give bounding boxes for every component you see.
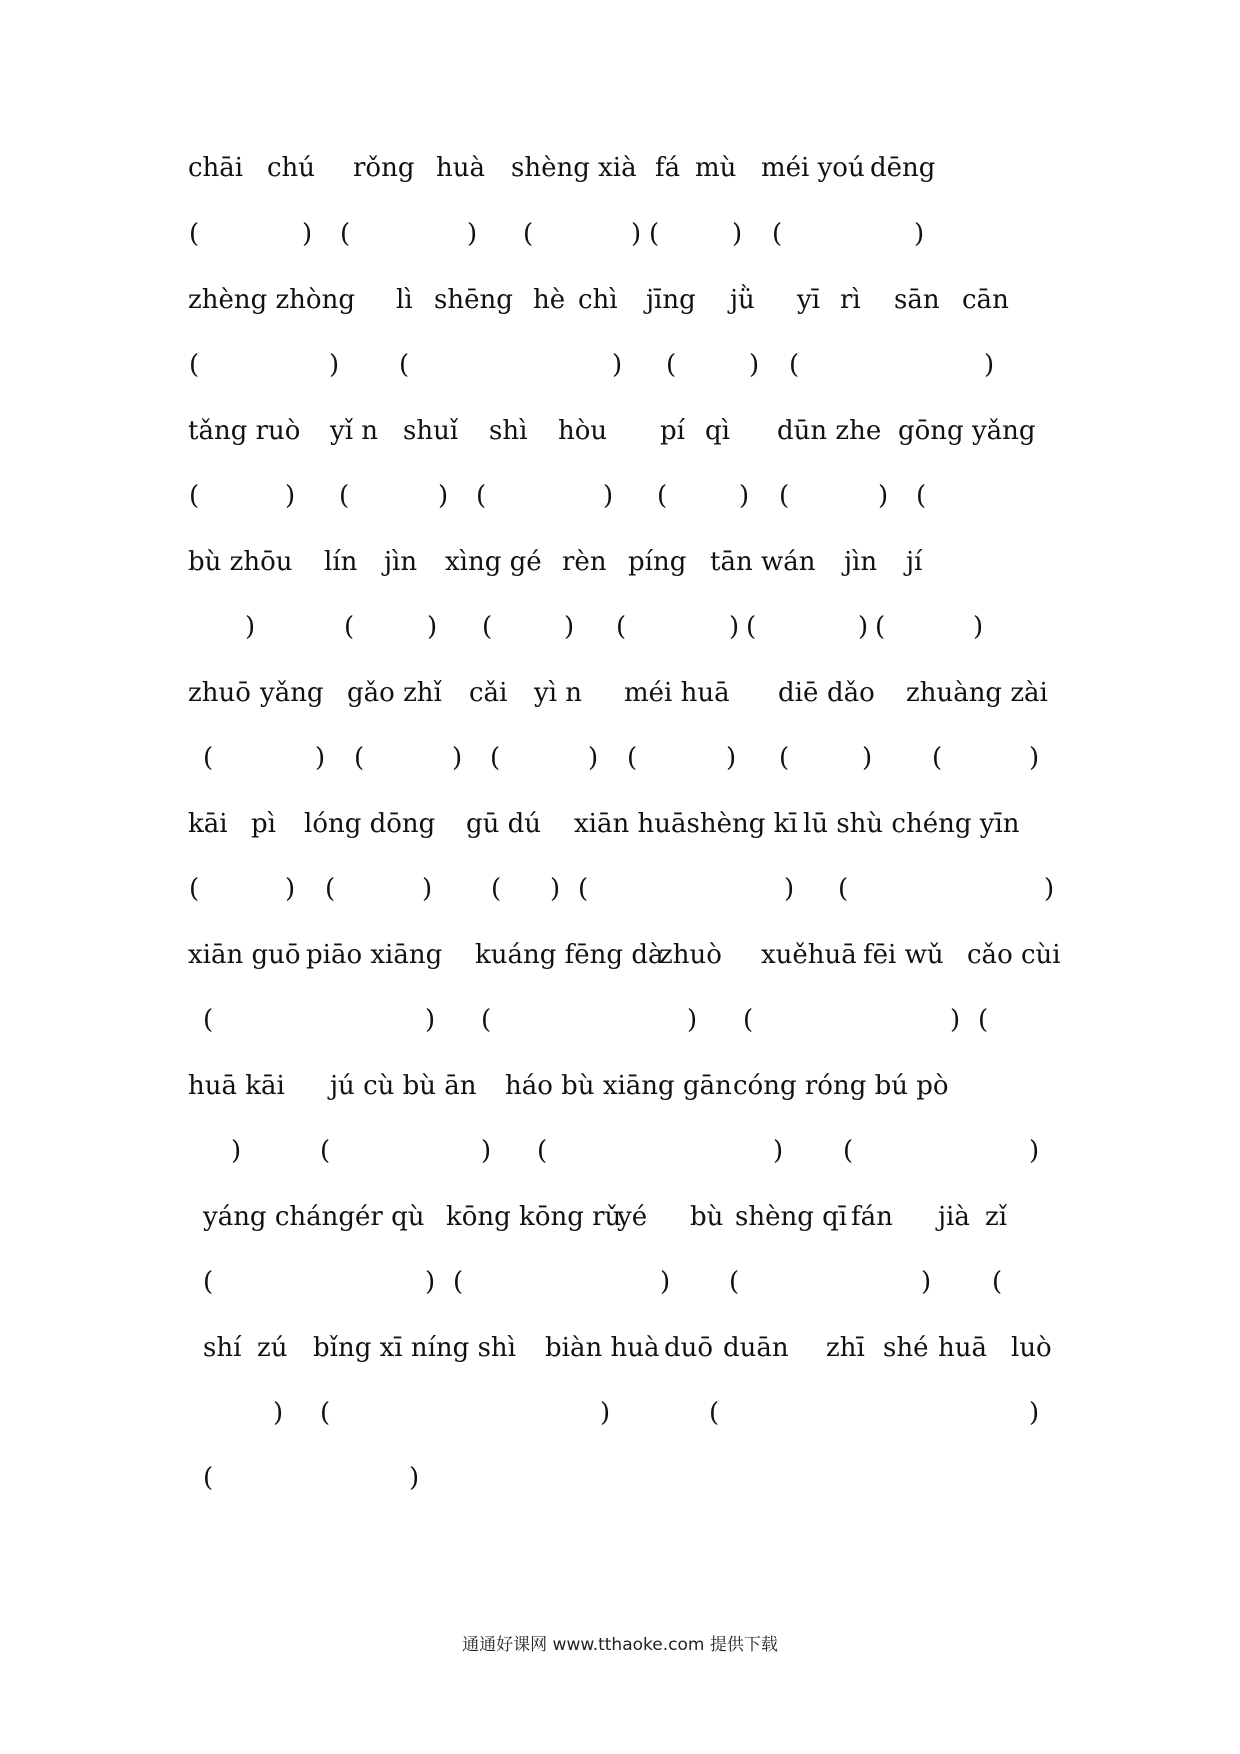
pinyin-word: yé [617, 1202, 648, 1232]
pinyin-word: dēng [870, 153, 936, 183]
close-paren: ) [245, 612, 256, 642]
pinyin-word: jìn [844, 547, 878, 577]
open-paren: ( [746, 612, 757, 642]
open-paren: ( [627, 743, 638, 773]
close-paren: ) [950, 1005, 961, 1035]
pinyin-line-7 [0, 935, 1240, 975]
pinyin-line-8 [0, 1066, 1240, 1106]
pinyin-word: zhuò [659, 940, 722, 970]
pinyin-word: jià [938, 1202, 970, 1232]
open-paren: ( [481, 1005, 492, 1035]
open-paren: ( [453, 1267, 464, 1297]
pinyin-word: diē [778, 678, 819, 708]
answer-line-10 [0, 1393, 1240, 1433]
answer-line-4 [0, 607, 1240, 647]
open-paren: ( [189, 874, 200, 904]
pinyin-word: fán [851, 1202, 893, 1232]
close-paren: ) [862, 743, 873, 773]
close-paren: ) [984, 350, 995, 380]
open-paren: ( [203, 743, 214, 773]
close-paren: ) [231, 1136, 242, 1166]
close-paren: ) [588, 743, 599, 773]
open-paren: ( [203, 1005, 214, 1035]
close-paren: ) [600, 1398, 611, 1428]
close-paren: ) [726, 743, 737, 773]
pinyin-word: shé [883, 1333, 929, 1363]
open-paren: ( [523, 219, 534, 249]
pinyin-word: jìn [384, 547, 418, 577]
open-paren: ( [616, 612, 627, 642]
close-paren: ) [612, 350, 623, 380]
close-paren: ) [914, 219, 925, 249]
close-paren: ) [467, 219, 478, 249]
pinyin-word: lín [324, 547, 358, 577]
close-paren: ) [427, 612, 438, 642]
pinyin-word: zhuàng zài [906, 678, 1048, 708]
open-paren: ( [843, 1136, 854, 1166]
pinyin-word: jǜ [730, 285, 755, 315]
pinyin-word: qì [705, 416, 730, 446]
open-paren: ( [491, 874, 502, 904]
open-paren: ( [320, 1136, 331, 1166]
pinyin-word: huà [436, 153, 485, 183]
open-paren: ( [490, 743, 501, 773]
open-paren: ( [992, 1267, 1003, 1297]
pinyin-word: fá [655, 153, 681, 183]
open-paren: ( [709, 1398, 720, 1428]
pinyin-word: rǒng [353, 153, 415, 183]
open-paren: ( [476, 481, 487, 511]
close-paren: ) [732, 219, 743, 249]
close-paren: ) [550, 874, 561, 904]
pinyin-word: sān [894, 285, 940, 315]
close-paren: ) [564, 612, 575, 642]
answer-line-9 [0, 1262, 1240, 1302]
pinyin-word: cóng róng bú pò [733, 1071, 949, 1101]
answer-line-2 [0, 345, 1240, 385]
open-paren: ( [666, 350, 677, 380]
close-paren: ) [481, 1136, 492, 1166]
pinyin-word: méi huā [624, 678, 730, 708]
pinyin-line-1 [0, 148, 1240, 188]
pinyin-line-9 [0, 1197, 1240, 1237]
pinyin-word: háo bù xiāng gān [505, 1071, 732, 1101]
pinyin-word: cǎo cùi [967, 940, 1061, 970]
pinyin-word: xiān huāshèng kī [574, 809, 798, 839]
close-paren: ) [302, 219, 313, 249]
close-paren: ) [438, 481, 449, 511]
pinyin-word: yǐ n [330, 416, 379, 446]
pinyin-line-5 [0, 673, 1240, 713]
pinyin-word: xiān guō [188, 940, 301, 970]
open-paren: ( [340, 219, 351, 249]
pinyin-word: jí [906, 547, 923, 577]
pinyin-word: lóng dōng [304, 809, 436, 839]
close-paren: ) [784, 874, 795, 904]
open-paren: ( [838, 874, 849, 904]
open-paren: ( [932, 743, 943, 773]
answer-line-5 [0, 738, 1240, 778]
pinyin-word: pì [251, 809, 276, 839]
pinyin-line-6 [0, 804, 1240, 844]
open-paren: ( [978, 1005, 989, 1035]
open-paren: ( [339, 481, 350, 511]
pinyin-word: gǎo zhǐ [347, 678, 442, 708]
pinyin-word: chú [267, 153, 316, 183]
pinyin-word: duān [723, 1333, 789, 1363]
open-paren: ( [743, 1005, 754, 1035]
close-paren: ) [773, 1136, 784, 1166]
pinyin-word: huā kāi [188, 1071, 285, 1101]
close-paren: ) [1029, 1398, 1040, 1428]
close-paren: ) [1029, 1136, 1040, 1166]
close-paren: ) [285, 481, 296, 511]
close-paren: ) [273, 1398, 284, 1428]
close-paren: ) [631, 219, 642, 249]
close-paren: ) [749, 350, 760, 380]
close-paren: ) [422, 874, 433, 904]
pinyin-word: kōng kōng rǔ [446, 1202, 622, 1232]
pinyin-word: ér qù [355, 1202, 425, 1232]
open-paren: ( [657, 481, 668, 511]
pinyin-word: zhuō [188, 678, 251, 708]
pinyin-word: shèng qī [735, 1202, 848, 1232]
pinyin-line-10 [0, 1328, 1240, 1368]
pinyin-word: méi yoú [761, 153, 865, 183]
close-paren: ) [739, 481, 750, 511]
pinyin-word: rì [840, 285, 861, 315]
pinyin-word: kāi [188, 809, 228, 839]
answer-line-7 [0, 1000, 1240, 1040]
pinyin-word: fēi wǔ [863, 940, 944, 970]
close-paren: ) [687, 1005, 698, 1035]
pinyin-word: rèn [562, 547, 607, 577]
close-paren: ) [329, 350, 340, 380]
pinyin-word: chì [578, 285, 618, 315]
pinyin-word: bù [690, 1202, 724, 1232]
open-paren: ( [729, 1267, 740, 1297]
pinyin-word: zhī [826, 1333, 865, 1363]
close-paren: ) [315, 743, 326, 773]
answer-line-3 [0, 476, 1240, 516]
close-paren: ) [425, 1005, 436, 1035]
pinyin-word: hè [533, 285, 566, 315]
open-paren: ( [189, 350, 200, 380]
pinyin-word: duō [664, 1333, 714, 1363]
pinyin-word: biàn huà [545, 1333, 660, 1363]
pinyin-word: bù zhōu [188, 547, 293, 577]
pinyin-word: jú cù bù ān [330, 1071, 477, 1101]
answer-line-1 [0, 214, 1240, 254]
page-footer: 通通好课网 www.tthaoke.com 提供下载 [462, 1635, 778, 1655]
close-paren: ) [858, 612, 869, 642]
pinyin-word: píng [628, 547, 687, 577]
pinyin-word: tǎng ruò [188, 416, 301, 446]
open-paren: ( [772, 219, 783, 249]
pinyin-line-3 [0, 411, 1240, 451]
pinyin-word: yì n [534, 678, 583, 708]
pinyin-word: hòu [558, 416, 608, 446]
open-paren: ( [325, 874, 336, 904]
pinyin-line-2 [0, 280, 1240, 320]
open-paren: ( [779, 481, 790, 511]
pinyin-word: bǐng xī níng shì [313, 1333, 516, 1363]
pinyin-word: xuěhuā [761, 940, 857, 970]
pinyin-line-4 [0, 542, 1240, 582]
open-paren: ( [189, 481, 200, 511]
close-paren: ) [921, 1267, 932, 1297]
close-paren: ) [1029, 743, 1040, 773]
pinyin-word: kuáng fēng dà [475, 940, 664, 970]
pinyin-word: shì [489, 416, 528, 446]
close-paren: ) [603, 481, 614, 511]
open-paren: ( [537, 1136, 548, 1166]
open-paren: ( [578, 874, 589, 904]
close-paren: ) [285, 874, 296, 904]
close-paren: ) [729, 612, 740, 642]
open-paren: ( [399, 350, 410, 380]
open-paren: ( [916, 481, 927, 511]
close-paren: ) [425, 1267, 436, 1297]
pinyin-word: cān [962, 285, 1009, 315]
pinyin-word: shuǐ [403, 416, 459, 446]
pinyin-word: zǐ [985, 1202, 1008, 1232]
pinyin-word: shēng [434, 285, 513, 315]
pinyin-word: chāi [188, 153, 244, 183]
pinyin-word: dūn zhe [777, 416, 882, 446]
open-paren: ( [320, 1398, 331, 1428]
close-paren: ) [660, 1267, 671, 1297]
pinyin-word: yáng cháng [203, 1202, 356, 1232]
pinyin-word: huā [938, 1333, 987, 1363]
pinyin-word: jīng [646, 285, 696, 315]
answer-line-6 [0, 869, 1240, 909]
close-paren: ) [1044, 874, 1055, 904]
pinyin-word: tān wán [710, 547, 816, 577]
pinyin-word: xìng gé [445, 547, 542, 577]
pinyin-word: zhèng zhòng [188, 285, 355, 315]
pinyin-word: pí [660, 416, 685, 446]
open-paren: ( [649, 219, 660, 249]
pinyin-word: zú [257, 1333, 288, 1363]
answer-line-11 [0, 1458, 1240, 1498]
pinyin-word: yǎng [260, 678, 324, 708]
pinyin-word: lū shù chéng yīn [803, 809, 1020, 839]
pinyin-word: mù [695, 153, 737, 183]
open-paren: ( [344, 612, 355, 642]
pinyin-word: shèng xià [511, 153, 637, 183]
open-paren: ( [789, 350, 800, 380]
pinyin-word: gōng yǎng [898, 416, 1036, 446]
open-paren: ( [354, 743, 365, 773]
open-paren: ( [779, 743, 790, 773]
pinyin-word: piāo xiāng [306, 940, 443, 970]
close-paren: ) [409, 1463, 420, 1493]
close-paren: ) [878, 481, 889, 511]
pinyin-word: yī [797, 285, 821, 315]
pinyin-word: shí [203, 1333, 242, 1363]
pinyin-word: dǎo [827, 678, 875, 708]
pinyin-word: lì [396, 285, 413, 315]
answer-line-8 [0, 1131, 1240, 1171]
pinyin-word: cǎi [469, 678, 508, 708]
open-paren: ( [482, 612, 493, 642]
open-paren: ( [203, 1267, 214, 1297]
close-paren: ) [452, 743, 463, 773]
pinyin-word: gū dú [466, 809, 542, 839]
pinyin-word: luò [1011, 1333, 1052, 1363]
close-paren: ) [973, 612, 984, 642]
open-paren: ( [189, 219, 200, 249]
open-paren: ( [875, 612, 886, 642]
open-paren: ( [203, 1463, 214, 1493]
